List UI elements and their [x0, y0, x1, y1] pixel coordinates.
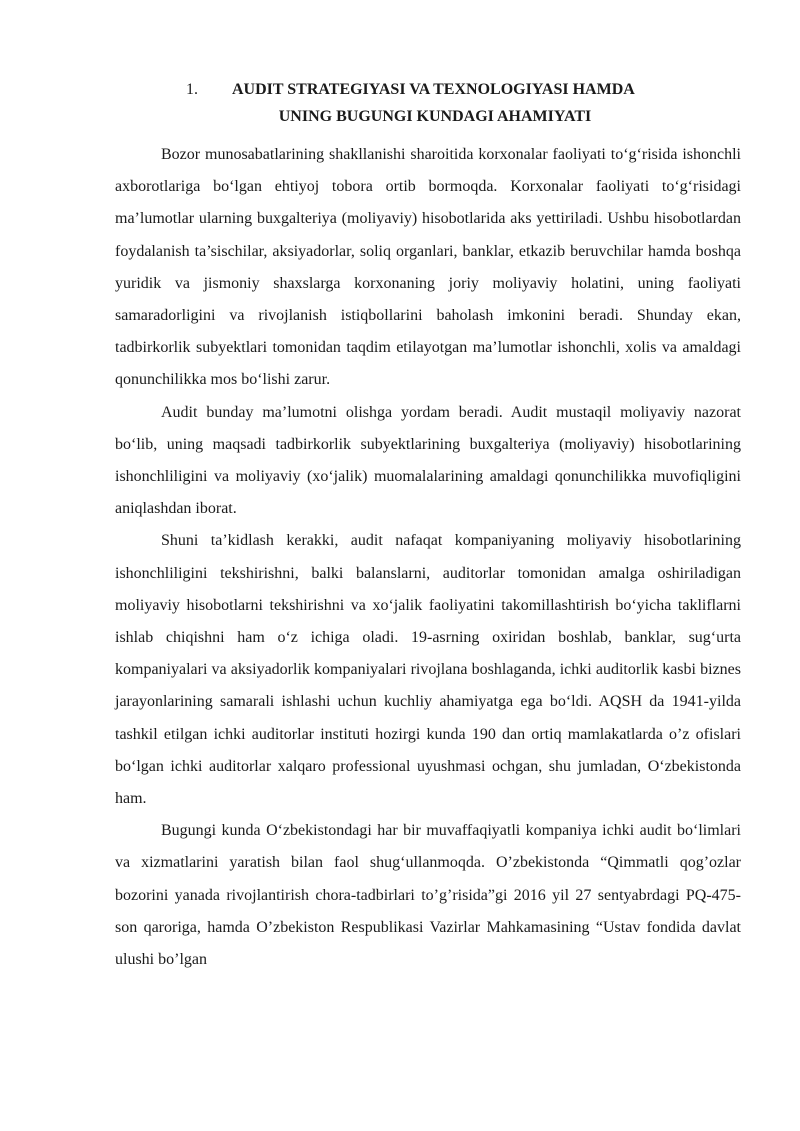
- paragraph: Audit bunday ma’lumotni olishga yordam beradi. Audit mustaqil moliyaviy nazorat bo‘lib, uning maqsadi tadbirkorlik subyektlarining buxgalteriya (moliyaviy) hisobotlarining ishonchliligini va moliyaviy (xo‘jalik) muomalalarining amaldagi qonunchilikka muvofiqligini aniqlashdan iborat.: [115, 403, 741, 518]
- paragraph: Bugungi kunda O‘zbekistondagi har bir muvaffaqiyatli kompaniya ichki audit bo‘limlari va xizmatlarini yaratish bilan faol shug‘ullanmoqda. O’zbekistonda “Qimmatli qog’ozlar bozorini yanada rivojlantirish chora-tadbirlari to’g’risida”gi 2016 yil 27 sentyabrdagi PQ-475-son qaroriga, hamda O’zbekiston Respublikasi Vazirlar Mahkamasining “Ustav fondida davlat ulushi bo’lgan: [115, 822, 741, 969]
- heading-title-part-1: AUDIT STRATEGIYASI VA TEXNOLOGIYASI HAMDA: [232, 81, 635, 98]
- heading-title-part-2: UNING BUGUNGI KUNDAGI AHAMIYATI: [278, 108, 592, 125]
- body-text: [115, 139, 741, 976]
- heading-number: 1.: [186, 81, 198, 98]
- heading-line-1: [115, 76, 741, 103]
- paragraph: Shuni ta’kidlash kerakki, audit nafaqat kompaniyaning moliyaviy hisobotlarining ishonchliligini tekshirishni, balki balanslarni, auditorlar tomonidan amalga oshiriladigan moliyaviy hisobotlarni tekshirishni va xo‘jalik faoliyatini takomillashtirish bo‘yicha takliflarni ishlab chiqishni ham o‘z ichiga oladi. 19-asrning oxiridan boshlab, banklar, sug‘urta kompaniyalari va aksiyadorlik kompaniyalari rivojlana boshlaganda, ichki auditorlik kasbi biznes jarayonlarining samarali ishlashi uchun kuchliy ahamiyatga ega bo‘ldi. AQSH da 1941-yilda tashkil etilgan ichki auditorlar instituti hozirgi kunda 190 dan ortiq mamlakatlarda o’z ofislari bo‘lgan ichki auditorlar xalqaro professional uyushmasi ochgan, shu jumladan, O‘zbekistonda ham.: [115, 532, 741, 808]
- paragraph: Bozor munosabatlarining shakllanishi sharoitida korxonalar faoliyati to‘g‘risida ishonchli axborotlariga bo‘lgan ehtiyoj tobora ortib bormoqda. Korxonalar faoliyati to‘g‘risidagi ma’lumotlar ularning buxgalteriya (moliyaviy) hisobotlarida aks yettiriladi. Ushbu hisobotlardan foydalanish ta’sischilar, aksiyadorlar, soliq organlari, banklar, etkazib beruvchilar hamda boshqa yuridik va jismoniy shaxslarga korxonaning joriy moliyaviy holatini, uning faoliyati samaradorligini va rivojlanish istiqbollarini baholash imkonini beradi. Shunday ekan, tadbirkorlik subyektlari tomonidan taqdim etilayotgan ma’lumotlar ishonchli, xolis va amaldagi qonunchilikka mos bo‘lishi zarur.: [115, 146, 741, 389]
- section-heading: [115, 76, 741, 130]
